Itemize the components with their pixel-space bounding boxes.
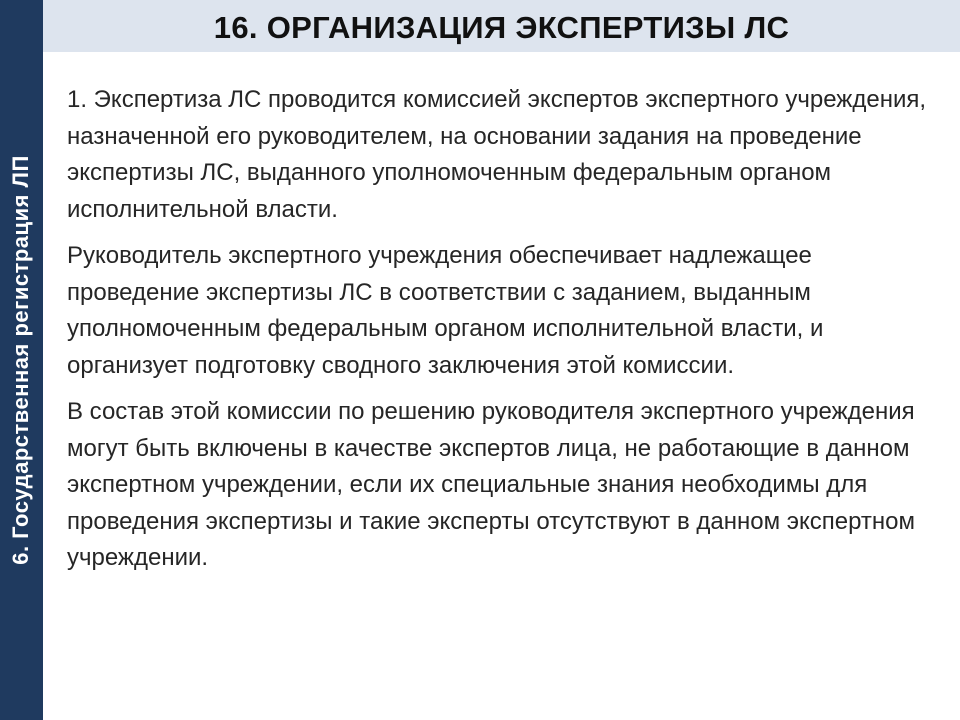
paragraph: 1. Экспертиза ЛС проводится комиссией экспертов экспертного учреждения, назначенной его руководителем, на основании задания на проведение экспертизы ЛС, выданного уполномоченным федеральным органом исполнительной власти. [67, 86, 927, 223]
title-bar [43, 0, 960, 52]
sidebar-label: 6. Государственная регистрация ЛП [8, 155, 33, 565]
page-title: 16. ОРГАНИЗАЦИЯ ЭКСПЕРТИЗЫ ЛС [213, 10, 790, 45]
sidebar [0, 0, 43, 720]
paragraph: В состав этой комиссии по решению руководителя экспертного учреждения могут быть включены в качестве экспертов лица, не работающие в данном экспертном учреждении, если их специальные знания необходимы для проведения экспертизы и такие эксперты отсутствуют в данном экспертном учреждении. [67, 398, 916, 571]
content-body [67, 82, 942, 587]
paragraph: Руководитель экспертного учреждения обеспечивает надлежащее проведение экспертизы ЛС в соответствии с заданием, выданным уполномоченным федеральным органом исполнительной власти, и организует подготовку сводного заключения этой комиссии. [67, 242, 824, 379]
